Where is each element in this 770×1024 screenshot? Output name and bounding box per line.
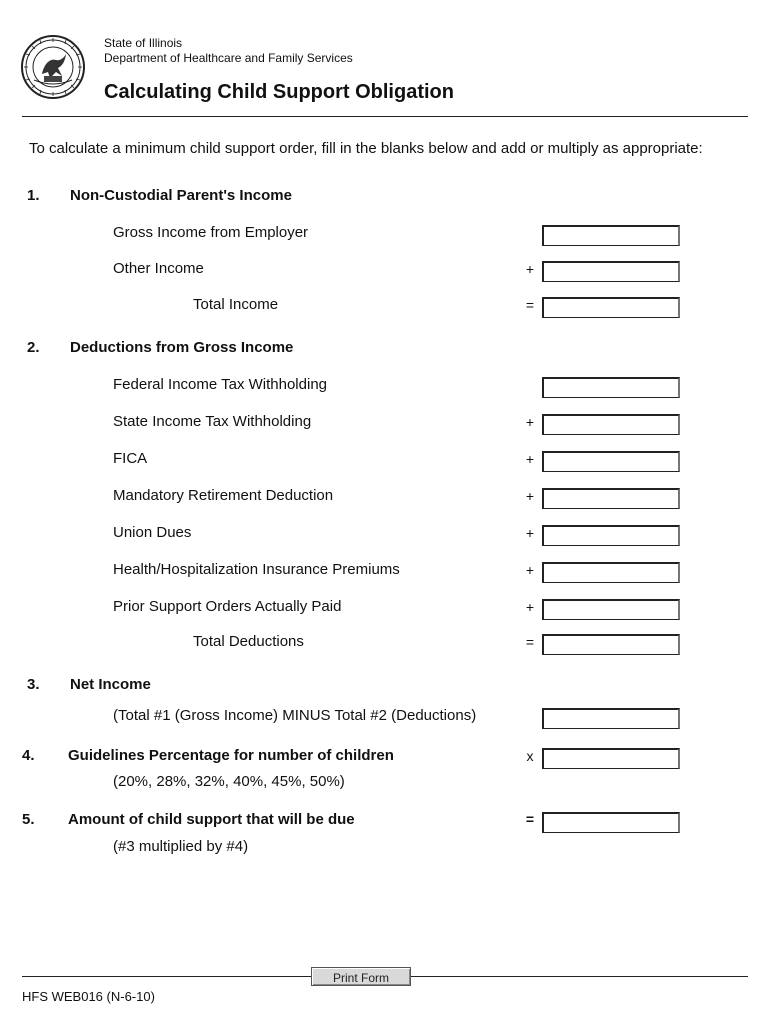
plus-operator: + xyxy=(525,525,535,541)
percentage-options-note: (20%, 28%, 32%, 40%, 45%, 50%) xyxy=(113,773,345,790)
other-income-field[interactable] xyxy=(542,261,680,282)
section-4-number: 4. xyxy=(22,747,35,764)
plus-operator: + xyxy=(525,261,535,277)
plus-operator: + xyxy=(525,562,535,578)
department-name: Department of Healthcare and Family Services xyxy=(104,51,353,65)
total-income-label: Total Income xyxy=(193,296,279,313)
plus-operator: + xyxy=(525,414,535,430)
total-deductions-label: Total Deductions xyxy=(193,633,304,650)
print-form-button[interactable]: Print Form xyxy=(311,967,411,986)
plus-operator: + xyxy=(525,599,535,615)
gross-income-label: Gross Income from Employer xyxy=(113,224,309,241)
section-1-title: Non-Custodial Parent's Income xyxy=(70,187,292,204)
state-tax-label: State Income Tax Withholding xyxy=(113,413,312,430)
health-insurance-label: Health/Hospitalization Insurance Premiums xyxy=(113,561,400,578)
gross-income-field[interactable] xyxy=(542,225,680,246)
federal-tax-label: Federal Income Tax Withholding xyxy=(113,376,327,393)
section-3-title: Net Income xyxy=(70,676,151,693)
multiplication-note: (#3 multiplied by #4) xyxy=(113,838,249,855)
state-tax-field[interactable] xyxy=(542,414,680,435)
prior-support-label: Prior Support Orders Actually Paid xyxy=(113,598,342,615)
header-divider xyxy=(22,116,748,117)
equals-operator: = xyxy=(525,634,535,650)
page-title: Calculating Child Support Obligation xyxy=(104,81,454,103)
form-code: HFS WEB016 (N-6-10) xyxy=(22,989,155,1004)
section-1-number: 1. xyxy=(27,187,40,204)
health-insurance-field[interactable] xyxy=(542,562,680,583)
union-dues-field[interactable] xyxy=(542,525,680,546)
total-deductions-field[interactable] xyxy=(542,634,680,655)
section-2-title: Deductions from Gross Income xyxy=(70,339,294,356)
fica-field[interactable] xyxy=(542,451,680,472)
plus-operator: + xyxy=(525,488,535,504)
other-income-label: Other Income xyxy=(113,260,204,277)
federal-tax-field[interactable] xyxy=(542,377,680,398)
section-5-title: Amount of child support that will be due xyxy=(68,811,355,828)
fica-label: FICA xyxy=(113,450,148,467)
illinois-state-seal-icon xyxy=(20,34,86,100)
net-income-note: (Total #1 (Gross Income) MINUS Total #2 (Deductions) xyxy=(113,707,477,724)
section-5-number: 5. xyxy=(22,811,35,828)
instructions-text: To calculate a minimum child support order, fill in the blanks below and add or multiply as appropriate: xyxy=(29,140,703,157)
plus-operator: + xyxy=(525,451,535,467)
prior-support-field[interactable] xyxy=(542,599,680,620)
net-income-field[interactable] xyxy=(542,708,680,729)
retirement-field[interactable] xyxy=(542,488,680,509)
child-support-amount-field[interactable] xyxy=(542,812,680,833)
total-income-field[interactable] xyxy=(542,297,680,318)
guidelines-percentage-field[interactable] xyxy=(542,748,680,769)
state-name: State of Illinois xyxy=(104,36,183,50)
equals-operator: = xyxy=(525,811,535,827)
equals-operator: = xyxy=(525,297,535,313)
section-3-number: 3. xyxy=(27,676,40,693)
section-4-title: Guidelines Percentage for number of children xyxy=(68,747,394,764)
section-2-number: 2. xyxy=(27,339,40,356)
multiply-operator: x xyxy=(526,748,534,764)
union-dues-label: Union Dues xyxy=(113,524,192,541)
retirement-label: Mandatory Retirement Deduction xyxy=(113,487,334,504)
